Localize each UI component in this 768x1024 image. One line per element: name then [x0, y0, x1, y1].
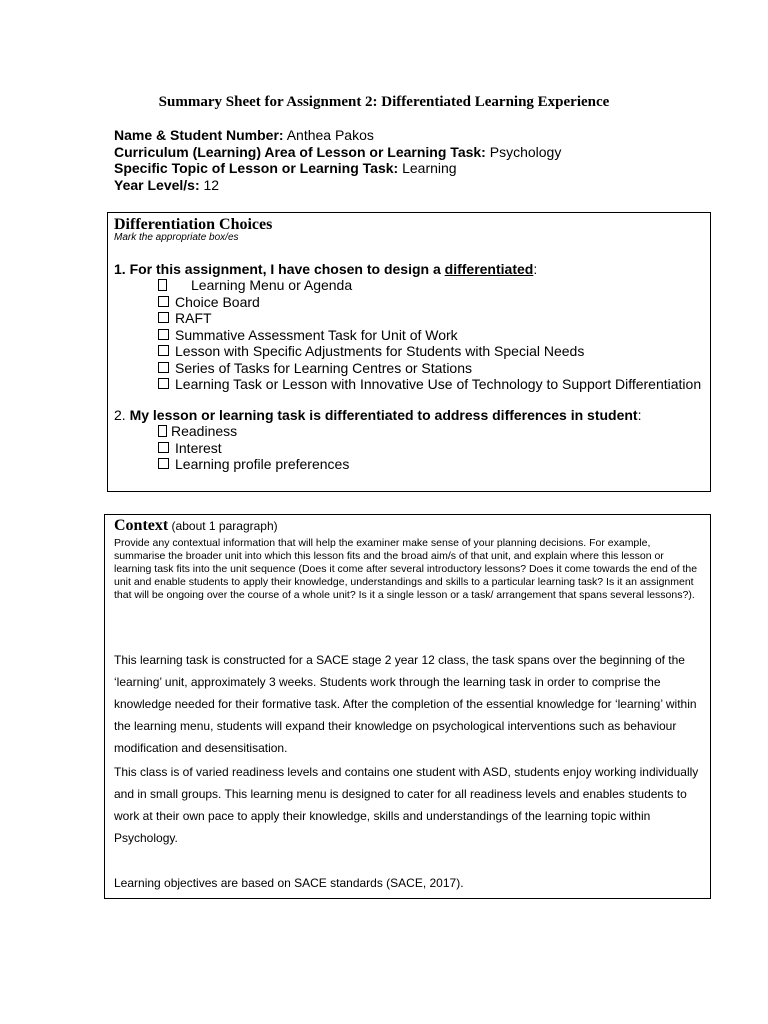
q2-suffix: :: [637, 407, 642, 423]
differentiation-heading: Differentiation Choices: [114, 216, 273, 233]
checkbox[interactable]: [158, 458, 169, 469]
q1-option: RAFT: [158, 310, 701, 327]
curriculum-row: [114, 144, 561, 161]
q1-prefix: 1. For this assignment, I have chosen to design a: [114, 261, 445, 277]
checkbox[interactable]: [158, 425, 167, 437]
checkbox[interactable]: [158, 296, 169, 307]
curriculum-value: Psychology: [485, 143, 562, 160]
differentiation-instruction: Mark the appropriate box/es: [114, 232, 239, 243]
context-description: Provide any contextual information that will help the examiner make sense of your planning decisions. For example, summarise the broader unit into which this lesson fits and the broad aim/s of that unit, and explain where this lesson or learning task fits into the unit sequence (Does it come after several introductory lessons? Does it come towards the end of the unit and enable students to apply their knowledge, understandings and skills to a particular learning task? Is it an assignment that will be ongoing over the course of a whole unit? Is it a single lesson or a task/ arrangement that spans several lessons?).: [114, 537, 698, 601]
differentiation-box: [107, 212, 711, 492]
topic-row: [114, 160, 561, 177]
q1-suffix: :: [533, 261, 538, 277]
context-paragraph: This learning task is constructed for a SACE stage 2 year 12 class, the task spans over the beginning of the ‘learning’ unit, approximately 3 weeks. Students work through the learning task in order to comprise the knowledge needed for their formative task. After the completion of the essential knowledge for ‘learning’ within the learning menu, students will expand their knowledge on psychological interventions such as behaviour modification and desensitisation.: [114, 653, 697, 755]
question-2: [114, 407, 641, 423]
checkbox[interactable]: [158, 362, 169, 373]
q2-options: [158, 423, 349, 473]
q1-option: Lesson with Specific Adjustments for Students with Special Needs: [158, 343, 701, 360]
context-box: [104, 514, 711, 899]
q2-option: Learning profile preferences: [158, 456, 349, 473]
year-label: Year Level/s:: [114, 176, 200, 193]
checkbox[interactable]: [158, 442, 169, 453]
checkbox[interactable]: [158, 345, 169, 356]
context-header: [114, 517, 278, 535]
context-heading: Context: [114, 517, 169, 534]
year-row: [114, 177, 561, 194]
page-title: Summary Sheet for Assignment 2: Differentiated Learning Experience: [158, 94, 610, 110]
q1-underlined: differentiated: [444, 261, 534, 277]
name-label: Name & Student Number:: [114, 127, 284, 143]
curriculum-label: Curriculum (Learning) Area of Lesson or Learning Task:: [114, 143, 486, 160]
q1-options: [158, 277, 701, 393]
q1-option: Summative Assessment Task for Unit of Work: [158, 327, 701, 344]
checkbox[interactable]: [158, 279, 167, 291]
q2-number: 2.: [114, 407, 130, 423]
q2-option: Readiness: [158, 423, 349, 440]
differentiation-header: [114, 216, 272, 243]
question-1: [114, 261, 537, 277]
checkbox[interactable]: [158, 329, 169, 340]
topic-value: Learning: [398, 160, 457, 177]
q2-option: Interest: [158, 440, 349, 457]
student-info: [114, 127, 561, 193]
q1-option: Series of Tasks for Learning Centres or Stations: [158, 360, 701, 377]
q1-option: Choice Board: [158, 294, 701, 311]
q1-option: Learning Task or Lesson with Innovative Use of Technology to Support Differentiation: [158, 376, 701, 393]
context-paragraph: This class is of varied readiness levels and contains one student with ASD, students enjoy working individually and in small groups. This learning menu is designed to cater for all readiness levels and enables students to work at their own pace to apply their knowledge, skills and understandings of the learning topic within Psychology.: [114, 765, 699, 845]
checkbox[interactable]: [158, 312, 169, 323]
context-paragraph: Learning objectives are based on SACE standards (SACE, 2017).: [114, 876, 464, 890]
q1-option: Learning Menu or Agenda: [158, 277, 701, 294]
q2-text: My lesson or learning task is differentiated to address differences in student: [129, 407, 638, 423]
context-heading-note: (about 1 paragraph): [168, 519, 278, 533]
topic-label: Specific Topic of Lesson or Learning Task:: [114, 160, 399, 177]
name-value: Anthea Pakos: [283, 127, 374, 143]
name-row: [114, 127, 561, 144]
checkbox[interactable]: [158, 378, 169, 389]
year-value: 12: [199, 176, 220, 193]
